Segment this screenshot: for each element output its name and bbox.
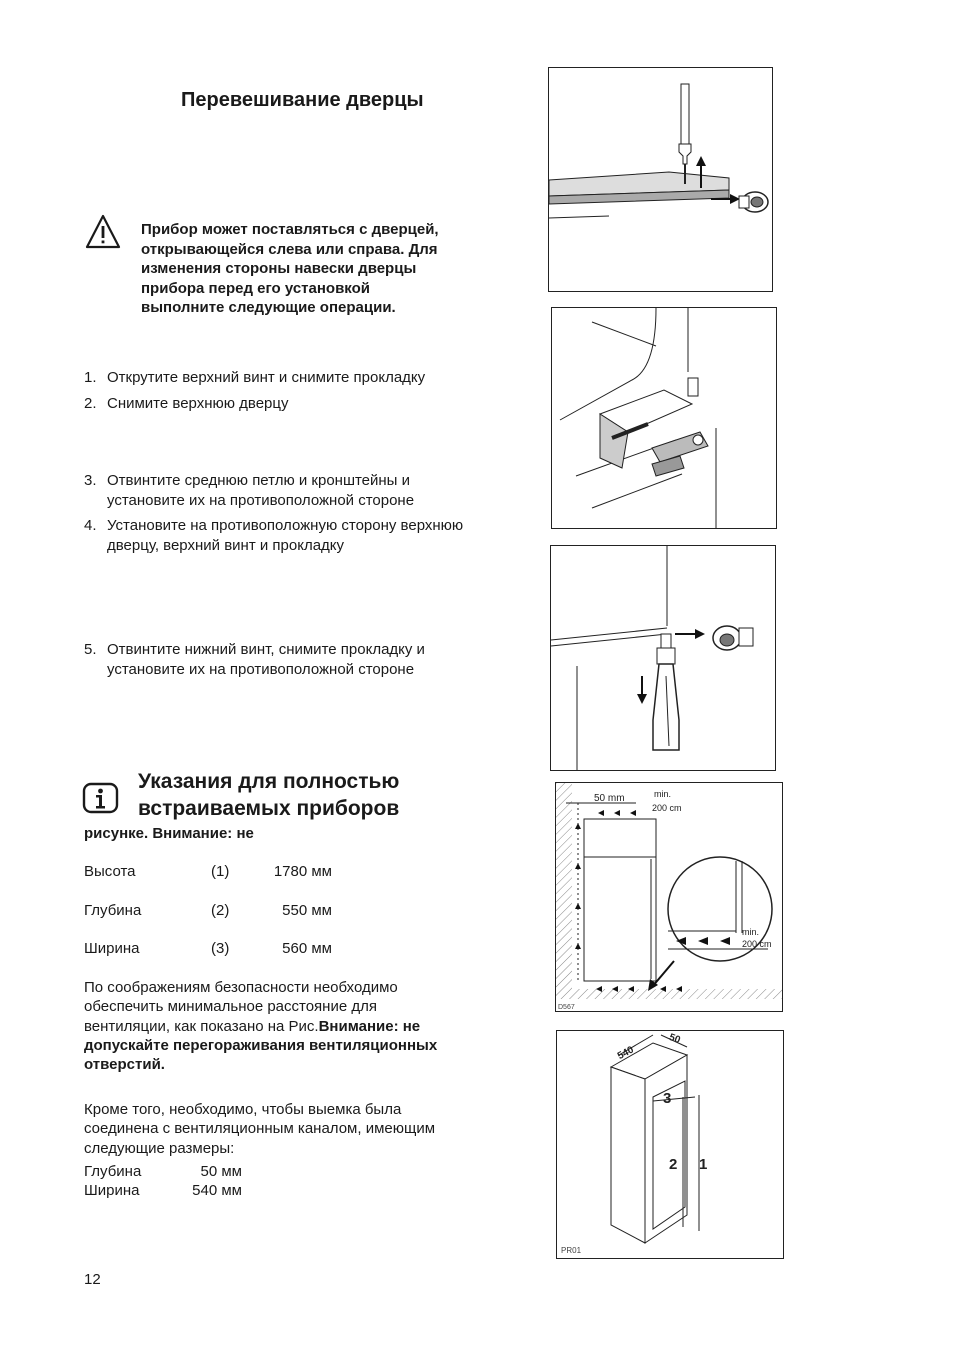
section-title-line1: Указания для полностью	[138, 770, 400, 793]
section-title-line2: встраиваемых приборов	[138, 797, 400, 820]
dim-value-width: 560 мм	[282, 940, 332, 957]
step-text: Открутите верхний винт и снимите прокладку	[107, 369, 426, 386]
warning-text: Прибор может поставляться с дверцей, открывающейся слева или справа. Для изменения стороны навески дверцы прибора перед его установкой выполните следующие операции.	[141, 221, 439, 316]
duct-label-depth: Глубина	[84, 1163, 142, 1180]
figure-remove-bottom-screw	[550, 545, 776, 771]
section-subtitle: рисунке. Внимание: не	[84, 825, 254, 842]
label-min-detail: min.	[742, 927, 760, 937]
label-200cm-top: 200 cm	[652, 803, 682, 813]
step-1	[84, 368, 474, 390]
step-number: 4.	[84, 517, 97, 534]
duct-label-width: Ширина	[84, 1182, 140, 1199]
info-icon	[82, 780, 120, 816]
step-4	[84, 516, 474, 558]
dim-label-depth: Глубина	[84, 902, 142, 919]
step-text: Отвинтите среднюю петлю и кронштейны и установите их на противоположной стороне	[107, 472, 415, 509]
dim-label-width: Ширина	[84, 940, 140, 957]
step-number: 2.	[84, 395, 97, 412]
label-3: 3	[663, 1090, 672, 1107]
figure-remove-top-screw	[548, 67, 773, 292]
label-50: 50	[667, 1031, 682, 1047]
step-number: 3.	[84, 472, 97, 489]
dim-ref-width: (3)	[211, 940, 230, 957]
label-2: 2	[669, 1156, 678, 1173]
dim-label-height: Высота	[84, 863, 136, 880]
step-text: Снимите верхнюю дверцу	[107, 395, 289, 412]
warning-triangle-icon	[84, 213, 122, 251]
step-text: Отвинтите нижний винт, снимите прокладку и установите их на противоположной стороне	[107, 641, 425, 678]
figure-code: D567	[558, 1004, 575, 1011]
ventilation-text: По соображениям безопасности необходимо обеспечить минимальное расстояние для вентиляции, как показано на Рис.	[84, 979, 398, 1035]
label-50mm: 50 mm	[594, 793, 625, 804]
label-min-top: min.	[654, 789, 672, 799]
step-3	[84, 471, 474, 513]
figure-niche-dimensions	[556, 1030, 784, 1259]
step-text: Установите на противоположную сторону верхнюю дверцу, верхний винт и прокладку	[107, 517, 464, 554]
dim-value-depth: 550 мм	[282, 902, 332, 919]
page-title: Перевешивание дверцы	[181, 89, 424, 111]
page-number: 12	[84, 1271, 101, 1288]
label-200cm-detail: 200 cm	[742, 939, 772, 949]
dim-ref-depth: (2)	[211, 902, 230, 919]
duct-value-depth: 50 мм	[200, 1163, 242, 1180]
figure-middle-hinge	[551, 307, 777, 529]
figure-ventilation	[555, 782, 783, 1012]
step-2	[84, 394, 474, 416]
step-number: 1.	[84, 369, 97, 386]
duct-paragraph: Кроме того, необходимо, чтобы выемка была соединена с вентиляционным каналом, имеющим следующие размеры:	[84, 1101, 436, 1157]
ventilation-warning: Внимание: не допускайте перегораживания вентиляционных отверстий.	[84, 1017, 438, 1074]
label-540: 540	[615, 1044, 636, 1062]
step-number: 5.	[84, 641, 97, 658]
dim-value-height: 1780 мм	[273, 863, 332, 880]
ventilation-paragraph	[84, 978, 456, 1074]
step-5	[84, 640, 474, 682]
label-1: 1	[699, 1156, 708, 1173]
dim-ref-height: (1)	[211, 863, 230, 880]
duct-value-width: 540 мм	[192, 1182, 242, 1199]
figure-code: PR01	[561, 1246, 582, 1255]
